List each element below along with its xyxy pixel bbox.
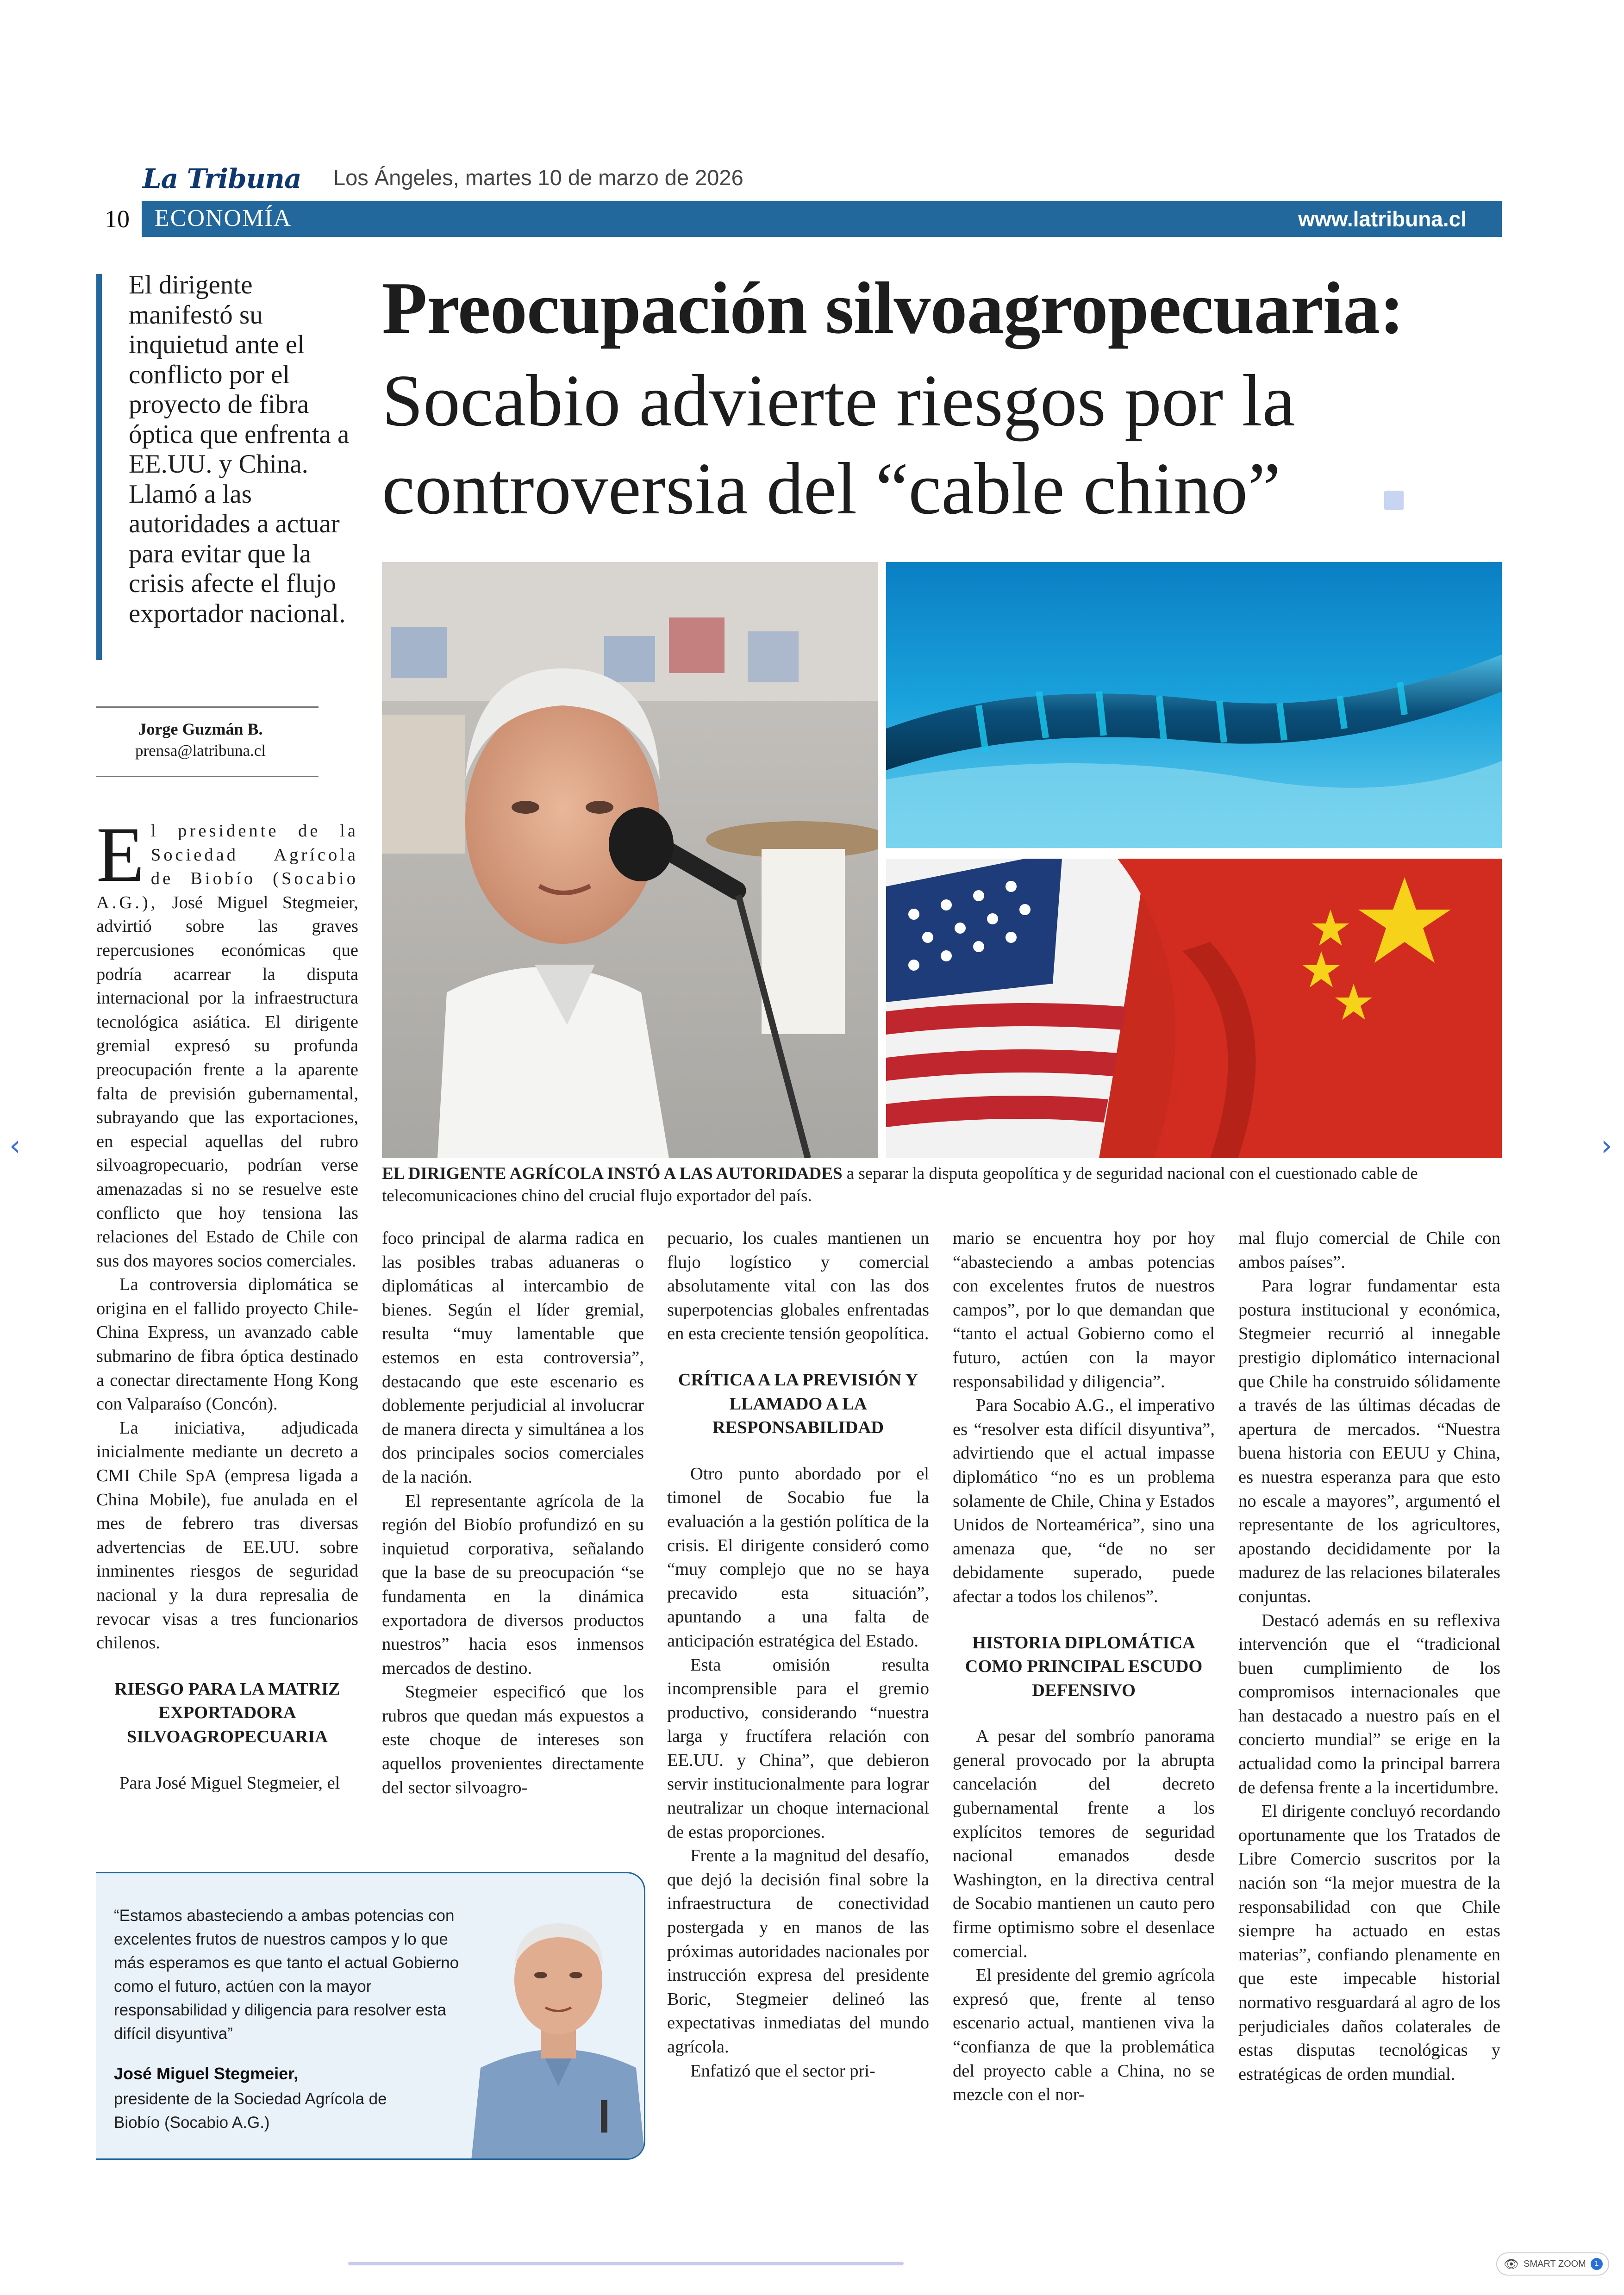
section-strip bbox=[142, 201, 1502, 237]
quote-box bbox=[96, 1872, 645, 2160]
us-china-flags-photo bbox=[886, 859, 1502, 1158]
article-paragraph: La iniciativa, adjudicada inicialmente mediante un decreto a CMI Chile SpA (empresa ligada a China Mobile), fue anulada en el mes de febrero tras diversas advertencias de EE.UU. sobre inminentes riesgos de seguridad nacional y la dura represalia de revocar visas a tres funcionarios chilenos. bbox=[96, 1418, 358, 1653]
chevron-right-icon[interactable]: › bbox=[1601, 1129, 1612, 1162]
byline-rule-bottom bbox=[96, 776, 319, 777]
subheading: HISTORIA DIPLOMÁTICA COMO PRINCIPAL ESCUDO DEFENSIVO bbox=[965, 1633, 1203, 1700]
article-paragraph: Otro punto abordado por el timonel de Socabio fue la evaluación a la gestión política de la crisis. El dirigente consideró como “muy complejo que no se haya precavido esta situación”, apuntando a una falta de anticipación estratégica del Estado. bbox=[667, 1464, 929, 1651]
article-paragraph: mal flujo comercial de Chile con ambos países”. bbox=[1238, 1229, 1500, 1272]
byline-author: Jorge Guzmán B. bbox=[138, 720, 263, 738]
audio-icon[interactable] bbox=[1384, 491, 1404, 510]
photo-caption bbox=[382, 1163, 1502, 1207]
page-number: 10 bbox=[105, 205, 130, 233]
article-paragraph: Frente a la magnitud del desafío, que dejó la decisión final sobre la infraestructura de conectividad postergada y en manos de las próximas autoridades nacionales por instrucción expresa del presidente Boric, Stegmeier delineó las expectativas inmediatas del mundo agrícola. bbox=[667, 1846, 929, 2057]
newspaper-logo: La Tribuna bbox=[143, 163, 301, 194]
article-column-1 bbox=[96, 811, 358, 1795]
chevron-left-icon[interactable]: ‹ bbox=[9, 1129, 21, 1162]
article-paragraph: Para lograr fundamentar esta postura institucional y económica, Stegmeier recurrió al innegable prestigio diplomático internacional que Chile ha construido sólidamente a través de las últimas décadas de apertura de mercados. “Nuestra buena historia con EEUU y China, es nuestra esperanza para que esto no escale a mayores”, argumentó el representante de los agricultores, apostando decididamente por la madurez de las relaciones bilaterales conjuntas. bbox=[1238, 1276, 1500, 1606]
article-paragraph: pecuario, los cuales mantienen un flujo logístico y comercial absolutamente vital con las dos superpotencias globales enfrentadas en esta creciente tensión geopolítica. bbox=[667, 1229, 929, 1344]
article-paragraph: El presidente del gremio agrícola expresó que, frente al tenso escenario actual, mantienen viva la “confianza de que la problemática del proyecto cable a China, no se mezcle con el nor- bbox=[953, 1965, 1215, 2105]
page-scrollbar[interactable] bbox=[348, 2262, 904, 2265]
article-paragraph: foco principal de alarma radica en las posibles trabas aduaneras o diplomáticas al intercambio de bienes. Según el líder gremial, resulta “muy lamentable que estemos en esta controversia”, destacando que este escenario es doblemente perjudicial al involucrar de manera directa y simultánea a los dos principales socios comerciales de la nación. bbox=[382, 1229, 644, 1487]
article-paragraph: mario se encuentra hoy por hoy “abasteciendo a ambas potencias con excelentes frutos de nuestros campos”, por lo que demandan que “tanto el actual Gobierno como el futuro, actúen con la mayor responsabilidad y diligencia”. bbox=[953, 1229, 1215, 1391]
submarine-cable-photo bbox=[886, 562, 1502, 848]
article-paragraph: La controversia diplomática se origina en el fallido proyecto Chile-China Express, un avanzado cable submarino de fibra óptica destinado a conectar directamente Hong Kong con Valparaíso (Concón). bbox=[96, 1275, 358, 1414]
article-column-2 bbox=[382, 1227, 644, 1800]
smart-zoom-label: SMART ZOOM bbox=[1524, 2258, 1586, 2269]
article-summary: El dirigente manifestó su inquietud ante el conflicto por el proyecto de fibra óptica que enfrenta a EE.UU. y China. Llamó a las autoridades a actuar para evitar que la crisis afecte el flujo exportador nacional. bbox=[129, 270, 350, 628]
article-paragraph: El representante agrícola de la región del Biobío profundizó en su inquietud corporativa, señalando que la base de su preocupación “se fundamenta en la dinámica exportadora de diversos productos nuestros” hacia esos inmensos mercados de destino. bbox=[382, 1491, 644, 1678]
quote-author-role: presidente de la Sociedad Agrícola de Biobío (Socabio A.G.) bbox=[114, 2090, 387, 2132]
lead-spaced-text: l presidente de la Sociedad Agrícola de Biobío (Socabio A.G.), bbox=[96, 821, 358, 912]
article-paragraph: Esta omisión resulta incomprensible para el gremio productivo, considerando “nuestra larga y fructífera relación con EE.UU. y China”, que debieron servir institucionalmente para lograr neutralizar un choque internacional de estas proporciones. bbox=[667, 1655, 929, 1842]
article-paragraph: Destacó además en su reflexiva intervención que el “tradicional buen cumplimiento de los compromisos internacionales que han destacado a nuestro país en el concierto mundial” se erige en la actualidad como la principal barrera de defensa frente a la incertidumbre. bbox=[1238, 1610, 1500, 1797]
quote-author: José Miguel Stegmeier, bbox=[114, 2064, 299, 2083]
byline-email[interactable]: prensa@latribuna.cl bbox=[135, 742, 266, 760]
drop-cap: E bbox=[96, 811, 144, 898]
quote-text: “Estamos abasteciendo a ambas potencias con excelentes frutos de nuestros campos y lo que más esperamos es que tanto el actual Gobierno como el futuro, actúen con la mayor responsabilidad y diligencia para resolver esta difícil disyuntiva” bbox=[114, 1907, 459, 2043]
lead-text: José Miguel Stegmeier, advirtió sobre las graves repercusiones económicas que podría acarrear la disputa internacional por la infraestructura tecnológica asiática. El dirigente gremial expresó su profunda preocupación frente a la aparente falta de previsión gubernamental, subrayando que las exportaciones, en especial aquellas del rubro silvoagropecuario, podrían verse amenazadas si no se resuelve este conflicto que hoy tensiona las relaciones del Estado de Chile con sus dos mayores socios comerciales. bbox=[96, 892, 358, 1271]
article-paragraph: Para José Miguel Stegmeier, el bbox=[119, 1773, 340, 1793]
speaker-photo bbox=[382, 562, 878, 1158]
subheading: CRÍTICA A LA PREVISIÓN Y LLAMADO A LA RESPONSABILIDAD bbox=[678, 1370, 918, 1438]
byline-rule-top bbox=[96, 706, 319, 708]
eye-icon: 👁 bbox=[1504, 2257, 1519, 2271]
caption-text: a separar la disputa geopolítica y de seguridad nacional con el cuestionado cable de telecomunicaciones chino del crucial flujo exportador del país. bbox=[382, 1164, 1418, 1205]
quote-author-photo bbox=[471, 1883, 645, 2160]
smart-zoom-button[interactable] bbox=[1496, 2252, 1609, 2276]
article-paragraph: Enfatizó que el sector pri- bbox=[690, 2061, 875, 2081]
caption-lead: EL DIRIGENTE AGRÍCOLA INSTÓ A LAS AUTORIDADES bbox=[382, 1164, 843, 1183]
article-column-5 bbox=[1238, 1227, 1500, 2086]
website-link[interactable]: www.latribuna.cl bbox=[1298, 207, 1467, 231]
article-paragraph: El dirigente concluyó recordando oportunamente que los Tratados de Libre Comercio suscritos por la nación son “la mejor muestra de la responsabilidad con que Chile siempre ha actuado en estas materias”, confiando plenamente en que este impecable historial normativo resguardará al agro de los perjudiciales daños colaterales de estas disputas tecnológicas y estratégicas de orden mundial. bbox=[1238, 1802, 1500, 2084]
article-paragraph: A pesar del sombrío panorama general provocado por la abrupta cancelación del decreto gubernamental frente a los explícitos temores de seguridad nacional emanados desde Washington, en la directiva central de Socabio mantienen un cauto pero firme optimismo sobre el desenlace comercial. bbox=[953, 1727, 1215, 1961]
article-paragraph: Stegmeier especificó que los rubros que quedan más expuestos a este choque de intereses son aquellos provenientes directamente del sector silvoagro- bbox=[382, 1682, 644, 1797]
dateline: Los Ángeles, martes 10 de marzo de 2026 bbox=[333, 165, 743, 190]
article-column-4 bbox=[953, 1227, 1215, 2107]
summary-accent-bar bbox=[96, 274, 102, 660]
section-bar bbox=[96, 198, 1502, 240]
article-column-3 bbox=[667, 1227, 929, 2083]
subheading: RIESGO PARA LA MATRIZ EXPORTADORA SILVOAGROPECUARIA bbox=[114, 1679, 340, 1746]
section-name: ECONOMÍA bbox=[155, 205, 292, 231]
article-paragraph bbox=[96, 811, 358, 1273]
headline-line1: Preocupación silvoagropecuaria: bbox=[382, 267, 1404, 349]
article-paragraph: Para Socabio A.G., el imperativo es “resolver esta difícil disyuntiva”, advirtiendo que el actual impasse diplomático “no es un problema solamente de Chile, China y Estados Unidos de Norteamérica”, sino una amenaza que, “de no ser debidamente superado, puede afectar a todos los chilenos”. bbox=[953, 1396, 1215, 1606]
headline-rest: Socabio advierte riesgos por la controversia del “cable chino” bbox=[382, 359, 1295, 530]
smart-zoom-badge: 1 bbox=[1591, 2258, 1603, 2270]
